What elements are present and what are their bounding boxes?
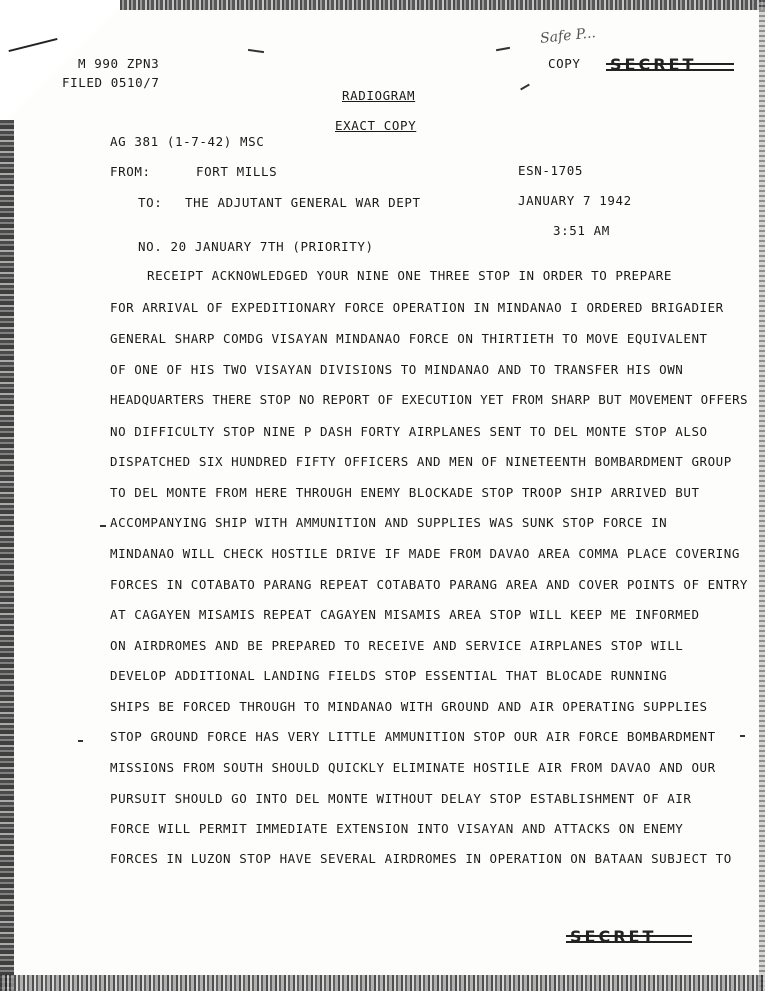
body-line: AT CAGAYEN MISAMIS REPEAT CAGAYEN MISAMIS AREA STOP WILL KEEP ME INFORMED: [110, 607, 700, 622]
ag-reference: AG 381 (1-7-42) MSC: [110, 134, 265, 149]
reference-line-1: M 990 ZPN3: [78, 56, 160, 71]
reference-line-2: FILED 0510/7: [62, 75, 160, 90]
margin-mark: [100, 525, 106, 527]
body-line: OF ONE OF HIS TWO VISAYAN DIVISIONS TO MINDANAO AND TO TRANSFER HIS OWN: [110, 362, 684, 377]
ink-mark: [248, 49, 264, 53]
body-line: ON AIRDROMES AND BE PREPARED TO RECEIVE AND SERVICE AIRPLANES STOP WILL: [110, 638, 684, 653]
margin-mark: [740, 735, 745, 737]
from-label: FROM:: [110, 164, 151, 179]
message-time: 3:51 AM: [553, 223, 610, 238]
margin-mark: [78, 740, 83, 742]
scan-edge-bottom: [0, 975, 765, 991]
to-label: TO:: [138, 195, 163, 210]
scan-edge-left: [0, 120, 14, 991]
body-line: DEVELOP ADDITIONAL LANDING FIELDS STOP ESSENTIAL THAT BLOCADE RUNNING: [110, 668, 668, 683]
copy-label: COPY: [548, 56, 581, 71]
body-line: RECEIPT ACKNOWLEDGED YOUR NINE ONE THREE STOP IN ORDER TO PREPARE: [147, 268, 672, 283]
body-line: MISSIONS FROM SOUTH SHOULD QUICKLY ELIMINATE HOSTILE AIR FROM DAVAO AND OUR: [110, 760, 716, 775]
body-line: MINDANAO WILL CHECK HOSTILE DRIVE IF MADE FROM DAVAO AREA COMMA PLACE COVERING: [110, 546, 740, 561]
body-line: STOP GROUND FORCE HAS VERY LITTLE AMMUNITION STOP OUR AIR FORCE BOMBARDMENT: [110, 729, 716, 744]
body-line: GENERAL SHARP COMDG VISAYAN MINDANAO FORCE ON THIRTIETH TO MOVE EQUIVALENT: [110, 331, 708, 346]
scan-edge-right: [759, 0, 765, 991]
body-line: FORCES IN COTABATO PARANG REPEAT COTABATO PARANG AREA AND COVER POINTS OF ENTRY: [110, 577, 748, 592]
document-type: RADIOGRAM: [342, 88, 416, 103]
body-line: TO DEL MONTE FROM HERE THROUGH ENEMY BLOCKADE STOP TROOP SHIP ARRIVED BUT: [110, 485, 700, 500]
body-line: FORCE WILL PERMIT IMMEDIATE EXTENSION INTO VISAYAN AND ATTACKS ON ENEMY: [110, 821, 684, 836]
stamp-strike-line-bottom-2: [566, 941, 692, 943]
ink-mark: [520, 84, 530, 91]
body-line: DISPATCHED SIX HUNDRED FIFTY OFFICERS AND MEN OF NINETEENTH BOMBARDMENT GROUP: [110, 454, 732, 469]
body-line: ACCOMPANYING SHIP WITH AMMUNITION AND SUPPLIES WAS SUNK STOP FORCE IN: [110, 515, 668, 530]
body-line: FORCES IN LUZON STOP HAVE SEVERAL AIRDROMES IN OPERATION ON BATAAN SUBJECT TO: [110, 851, 732, 866]
copy-type: EXACT COPY: [335, 118, 417, 133]
body-line: FOR ARRIVAL OF EXPEDITIONARY FORCE OPERATION IN MINDANAO I ORDERED BRIGADIER: [110, 300, 724, 315]
scan-edge-top: [120, 0, 765, 10]
body-line: SHIPS BE FORCED THROUGH TO MINDANAO WITH GROUND AND AIR OPERATING SUPPLIES: [110, 699, 708, 714]
body-line: PURSUIT SHOULD GO INTO DEL MONTE WITHOUT DELAY STOP ESTABLISHMENT OF AIR: [110, 791, 692, 806]
message-number: NO. 20 JANUARY 7TH (PRIORITY): [138, 239, 374, 254]
message-date: JANUARY 7 1942: [518, 193, 632, 208]
stamp-strike-line-top-2: [606, 69, 734, 71]
stamp-strike-line-top: [606, 63, 734, 65]
stamp-strike-line-bottom: [566, 935, 692, 937]
body-line: NO DIFFICULTY STOP NINE P DASH FORTY AIRPLANES SENT TO DEL MONTE STOP ALSO: [110, 424, 708, 439]
ink-mark: [496, 47, 510, 51]
body-line: HEADQUARTERS THERE STOP NO REPORT OF EXECUTION YET FROM SHARP BUT MOVEMENT OFFERS: [110, 392, 748, 407]
handwritten-note: Safe P...: [539, 25, 597, 47]
to-value: THE ADJUTANT GENERAL WAR DEPT: [185, 195, 421, 210]
from-value: FORT MILLS: [196, 164, 278, 179]
esn-number: ESN-1705: [518, 163, 584, 178]
